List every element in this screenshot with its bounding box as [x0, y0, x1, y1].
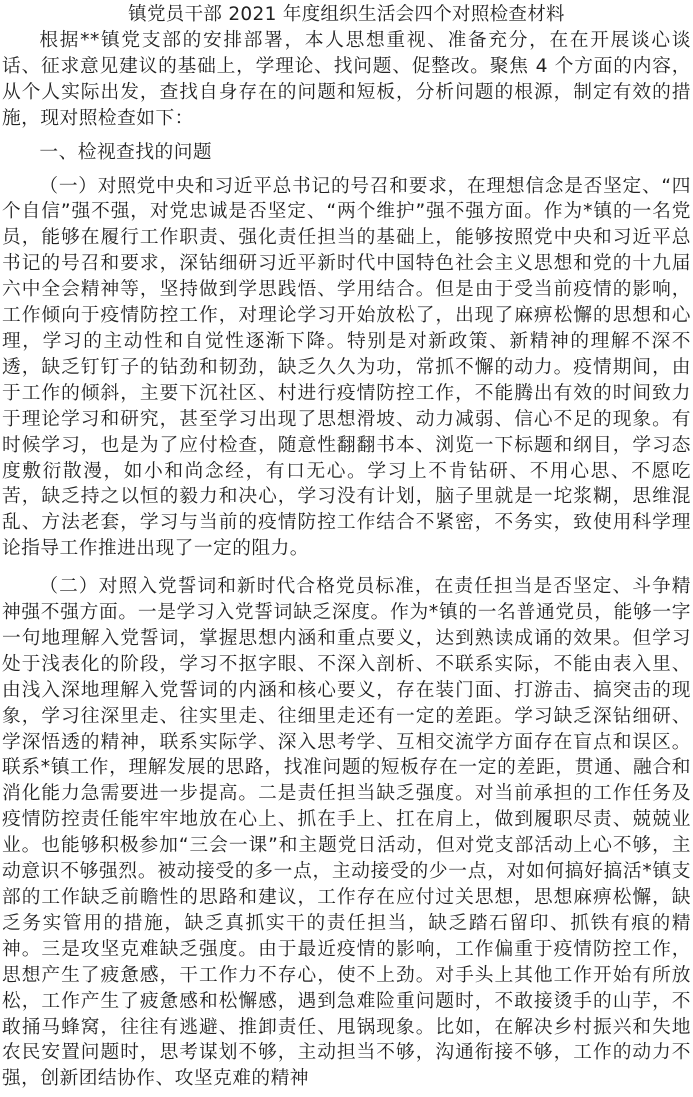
document-title: 镇党员干部 2021 年度组织生活会四个对照检查材料: [128, 4, 565, 25]
item-1-paragraph: （一）对照党中央和习近平总书记的号召和要求，在理想信念是否坚定、“四个自信”强不强，对党忠诚是否坚定、“两个维护”强不强方面。作为*镇的一名党员，能够在履行工作职责、强化责任担当的基础上，能够按照党中央和习近平总书记的号召和要求，深钻细研习近平新时代中国特色社会主义思想和党的十九届六中全会精神等，坚持做到学思践悟、学用结合。但是由于受当前疫情的影响，工作倾向于疫情防控工作，对理论学习开始放松了，出现了麻痹松懈的思想和心理，学习的主动性和自觉性逐渐下降。特别是对新政策、新精神的理解不深不透，缺乏钉钉子的钻劲和韧劲，缺乏久久为功，常抓不懈的动力。疫情期间，由于工作的倾斜，主要下沉社区、村进行疫情防控工作，不能腾出有效的时间致力于理论学习和研究，甚至学习出现了思想滑坡、动力减弱、信心不足的现象。有时候学习，也是为了应付检查，随意性翻翻书本、浏览一下标题和纲目，学习态度敷衍散漫，如小和尚念经，有口无心。学习上不肯钻研、不用心思、不愿吃苦，缺乏持之以恒的毅力和决心，学习没有计划，脑子里就是一坨浆糊，思维混乱、方法老套，学习与当前的疫情防控工作结合不紧密，不务实，致使用科学理论指导工作推进出现了一定的阻力。: [2, 175, 691, 560]
section-heading: 一、检视查找的问题: [39, 141, 213, 163]
intro-paragraph: 根据**镇党支部的安排部署，本人思想重视、准备充分，在在开展谈心谈话、征求意见建议的基础上，学理论、找问题、促整改。聚焦 4 个方面的内容，从个人实际出发，查找自身存在的问题和短板，分析问题的根源，制定有效的措施，现对照检查如下：: [2, 30, 691, 129]
item-2-paragraph: （二）对照入党誓词和新时代合格党员标准，在责任担当是否坚定、斗争精神强不强方面。一是学习入党誓词缺乏深度。作为*镇的一名普通党员，能够一字一句地理解入党誓词，掌握思想内涵和重点要义，达到熟读成诵的效果。但学习处于浅表化的阶段，学习不抠字眼、不深入剖析、不联系实际，不能由表入里、由浅入深地理解入党誓词的内涵和核心要义，存在装门面、打游击、搞突击的现象，学习往深里走、往实里走、往细里走还有一定的差距。学习缺乏深钻细研、学深悟透的精神，联系实际学、深入思考学、互相交流学方面存在盲点和误区。联系*镇工作，理解发展的思路，找准问题的短板存在一定的差距，贯通、融合和消化能力急需要进一步提高。二是责任担当缺乏强度。对当前承担的工作任务及疫情防控责任能牢牢地放在心上、抓在手上、扛在肩上，做到履职尽责、兢兢业业。也能够积极参加“三会一课”和主题党日活动，但对党支部活动上心不够，主动意识不够强烈。被动接受的多一点，主动接受的少一点，对如何搞好搞活*镇支部的工作缺乏前瞻性的思路和建议，工作存在应付过关思想，思想麻痹松懈，缺乏务实管用的措施，缺乏真抓实干的责任担当，缺乏踏石留印、抓铁有痕的精神。三是攻坚克难缺乏强度。由于最近疫情的影响，工作偏重于疫情防控工作，思想产生了疲惫感，干工作力不存心，使不上劲。对手头上其他工作开始有所放松，工作产生了疲惫感和松懈感，遇到急难险重问题时，不敢接烫手的山芋，不敢捅马蜂窝，往往有逃避、推卸责任、甩锅现象。比如，在解决乡村振兴和失地农民安置问题时，思考谋划不够，主动担当不够，沟通衔接不够，工作的动力不强，创新团结协作、攻坚克难的精神: [2, 576, 691, 1090]
